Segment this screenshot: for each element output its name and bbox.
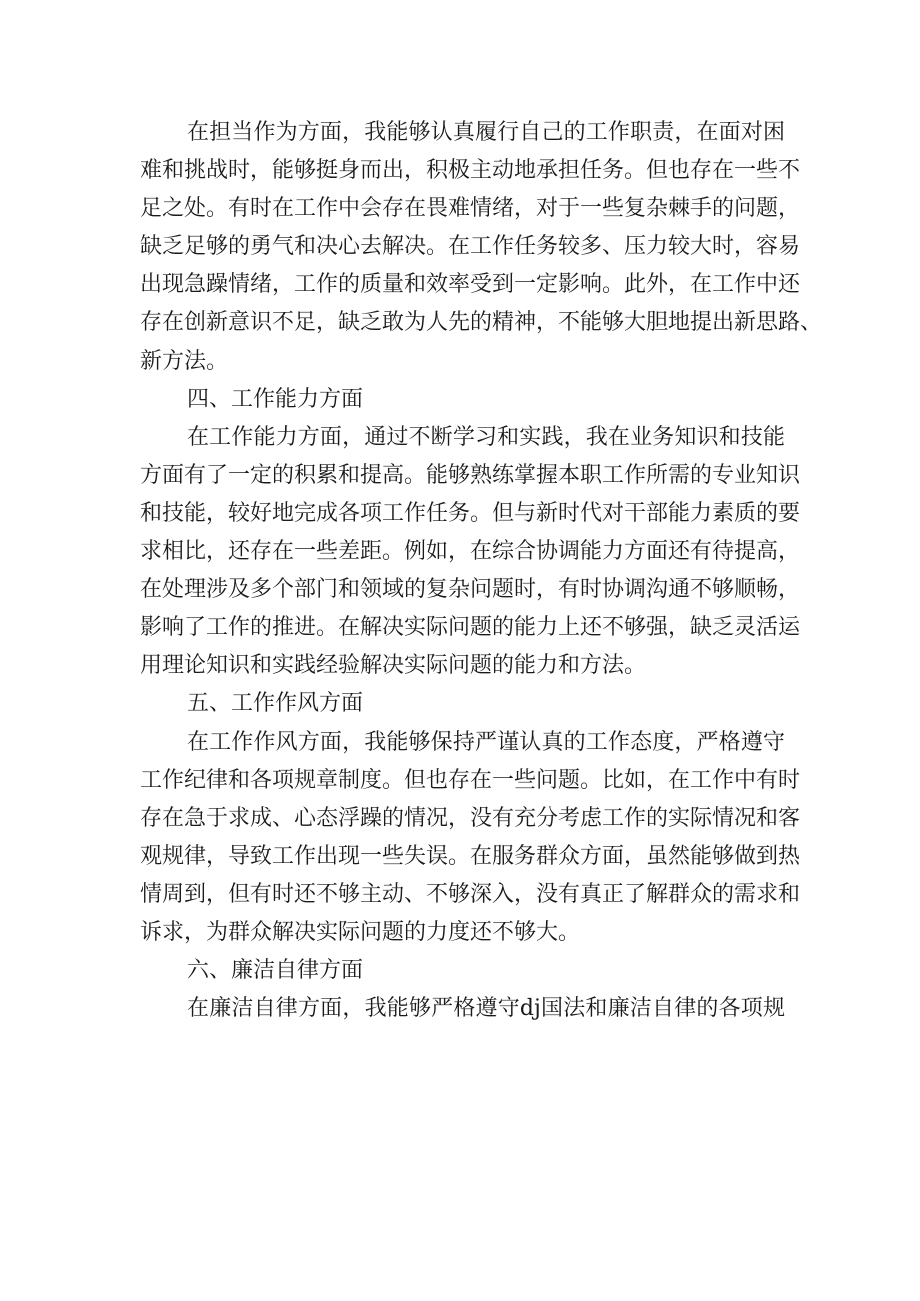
paragraph-line: 在工作能力方面，通过不断学习和实践，我在业务知识和技能: [187, 424, 785, 450]
paragraph-line: 用理论知识和实践经验解决实际问题的能力和方法。: [140, 653, 647, 679]
paragraph-line: 难和挑战时，能够挺身而出，积极主动地承担任务。但也存在一些不: [140, 158, 801, 184]
paragraph-line: 求相比，还存在一些差距。例如，在综合协调能力方面还有待提高，: [140, 539, 801, 565]
paragraph-line: 在工作作风方面，我能够保持严谨认真的工作态度，严格遵守: [187, 729, 785, 755]
paragraph-line: 情周到，但有时还不够主动、不够深入，没有真正了解群众的需求和: [140, 881, 801, 907]
paragraph-line: 影响了工作的推进。在解决实际问题的能力上还不够强，缺乏灵活运: [140, 615, 801, 641]
section-heading: 五、工作作风方面: [187, 691, 364, 717]
paragraph-line: 存在创新意识不足，缺乏敢为人先的精神，不能够大胆地提出新思路、: [140, 310, 823, 336]
paragraph-line: 在处理涉及多个部门和领域的复杂问题时，有时协调沟通不够顺畅，: [140, 577, 801, 603]
paragraph-line: 缺乏足够的勇气和决心去解决。在工作任务较多、压力较大时，容易: [140, 234, 801, 260]
paragraph-line: 在廉洁自律方面，我能够严格遵守dj国法和廉洁自律的各项规: [187, 996, 785, 1022]
paragraph-line: 出现急躁情绪，工作的质量和效率受到一定影响。此外，在工作中还: [140, 272, 801, 298]
paragraph-line: 足之处。有时在工作中会存在畏难情绪，对于一些复杂棘手的问题，: [140, 196, 801, 222]
paragraph-line: 存在急于求成、心态浮躁的情况，没有充分考虑工作的实际情况和客: [140, 805, 801, 831]
paragraph-line: 观规律，导致工作出现一些失误。在服务群众方面，虽然能够做到热: [140, 843, 801, 869]
paragraph-line: 诉求，为群众解决实际问题的力度还不够大。: [140, 919, 581, 945]
paragraph-line: 工作纪律和各项规章制度。但也存在一些问题。比如，在工作中有时: [140, 767, 801, 793]
paragraph-line: 新方法。: [140, 348, 229, 374]
paragraph-line: 在担当作为方面，我能够认真履行自己的工作职责，在面对困: [187, 120, 785, 145]
section-heading: 六、廉洁自律方面: [187, 958, 364, 984]
paragraph-line: 和技能，较好地完成各项工作任务。但与新时代对干部能力素质的要: [140, 500, 801, 526]
section-heading: 四、工作能力方面: [187, 386, 364, 412]
document-body: [140, 114, 823, 1028]
paragraph-line: 方面有了一定的积累和提高。能够熟练掌握本职工作所需的专业知识: [140, 462, 801, 488]
